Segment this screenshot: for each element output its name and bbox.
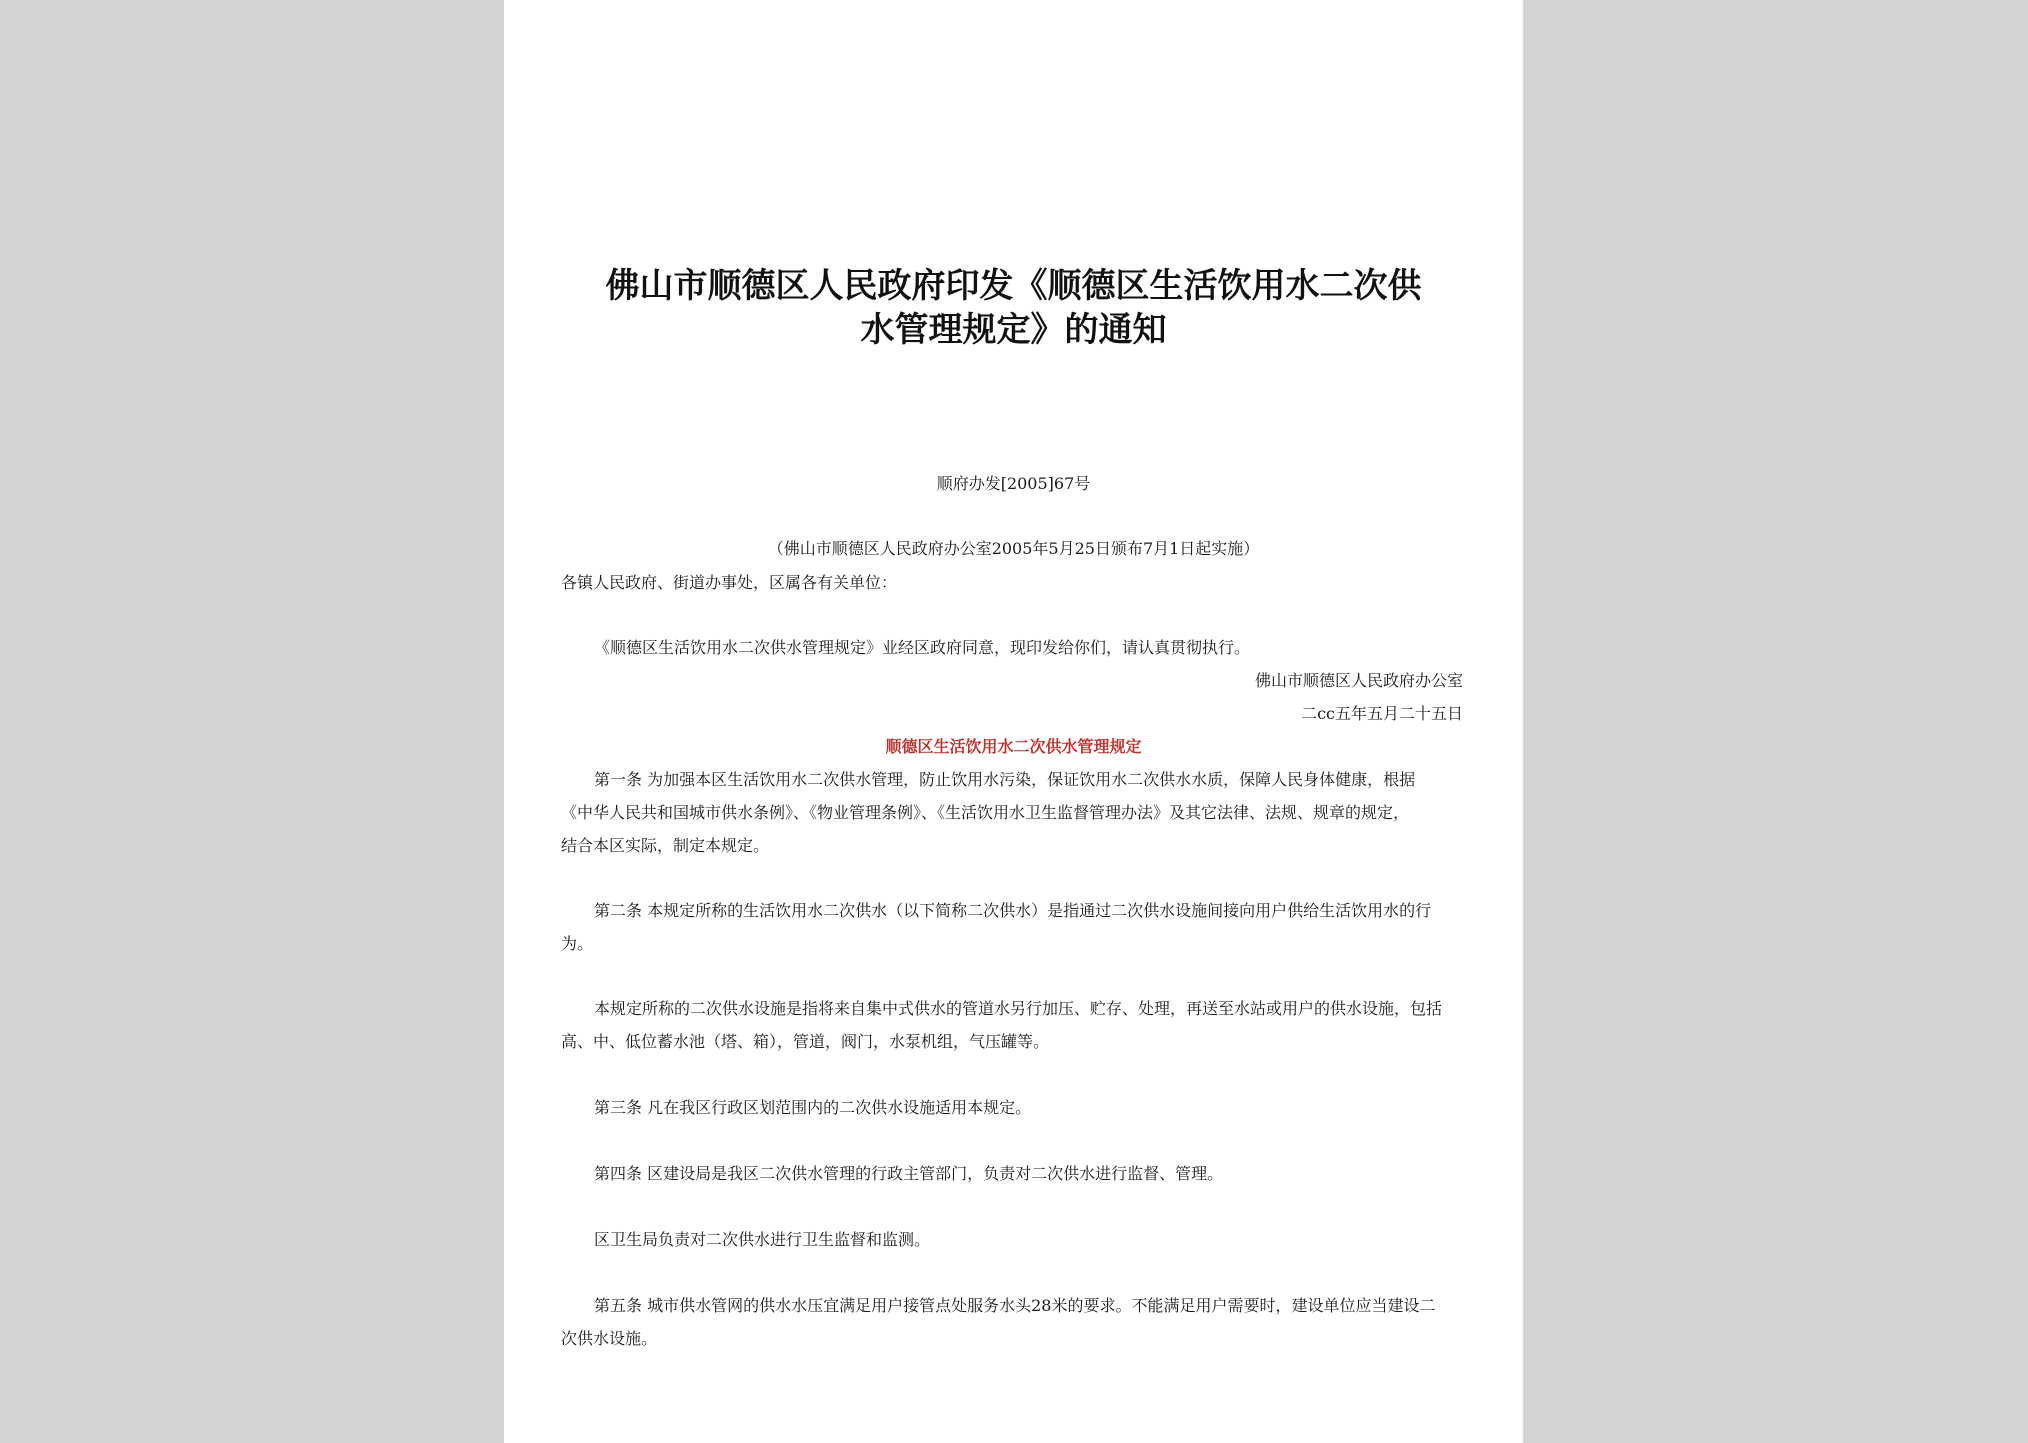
notice-body: 《顺德区生活饮用水二次供水管理规定》业经区政府同意，现印发给你们，请认真贯彻执行。	[594, 638, 1251, 657]
article-5-line-1: 第五条 城市供水管网的供水水压宜满足用户接管点处服务水头28米的要求。不能满足用户需要时，建设单位应当建设二	[594, 1296, 1436, 1315]
article-1-line-3: 结合本区实际，制定本规定。	[561, 836, 770, 855]
document-page	[504, 0, 1523, 1443]
document-number: 顺府办发[2005]67号	[936, 474, 1091, 493]
article-1-line-2: 《中华人民共和国城市供水条例》、《物业管理条例》、《生活饮用水卫生监督管理办法》及其它法律、法规、规章的规定，	[561, 803, 1410, 822]
article-4b: 区卫生局负责对二次供水进行卫生监督和监测。	[594, 1230, 931, 1249]
signature-date: 二cc五年五月二十五日	[1301, 704, 1463, 723]
document-title-line-2: 水管理规定》的通知	[860, 310, 1167, 350]
signature-org: 佛山市顺德区人民政府办公室	[1254, 671, 1463, 690]
article-2b-line-1: 本规定所称的二次供水设施是指将来自集中式供水的管道水另行加压、贮存、处理，再送至水站或用户的供水设施，包括	[594, 999, 1443, 1018]
article-2-line-1: 第二条 本规定所称的生活饮用水二次供水（以下简称二次供水）是指通过二次供水设施间接向用户供给生活饮用水的行	[594, 901, 1432, 920]
article-4: 第四条 区建设局是我区二次供水管理的行政主管部门，负责对二次供水进行监督、管理。	[594, 1164, 1224, 1183]
article-2-line-2: 为。	[561, 934, 594, 953]
article-1-line-1: 第一条 为加强本区生活饮用水二次供水管理，防止饮用水污染，保证饮用水二次供水水质，保障人民身体健康，根据	[594, 770, 1416, 789]
addressee: 各镇人民政府、街道办事处，区属各有关单位：	[561, 573, 898, 592]
article-3: 第三条 凡在我区行政区划范围内的二次供水设施适用本规定。	[594, 1098, 1032, 1117]
issue-note: （佛山市顺德区人民政府办公室2005年5月25日颁布7月1日起实施）	[767, 539, 1260, 558]
document-title-line-1: 佛山市顺德区人民政府印发《顺德区生活饮用水二次供	[605, 266, 1422, 306]
article-5-line-2: 次供水设施。	[561, 1329, 658, 1348]
article-2b-line-2: 高、中、低位蓄水池（塔、箱），管道，阀门，水泵机组，气压罐等。	[561, 1032, 1050, 1051]
regulation-title: 顺德区生活饮用水二次供水管理规定	[885, 737, 1142, 756]
